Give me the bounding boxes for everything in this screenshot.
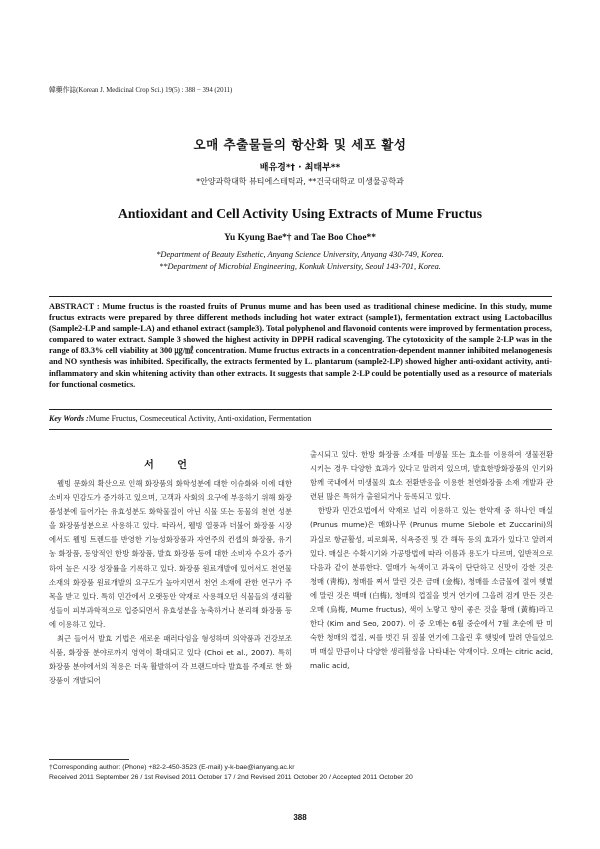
keywords-label: Key Words : xyxy=(49,414,89,423)
abstract-label: ABSTRACT : xyxy=(49,302,100,311)
korean-affiliations: *안양과학대학 뷰티에스테틱과, **건국대학교 미생물공학과 xyxy=(196,177,404,186)
english-authors: Yu Kyung Bae*† and Tae Boo Choe** xyxy=(224,233,376,243)
journal-citation: 韓藥作誌(Korean J. Medicinal Crop Sci.) 19(5) : 388 − 394 (2011) xyxy=(49,87,233,94)
english-title: Antioxidant and Cell Activity Using Extracts of Mume Fructus xyxy=(118,206,482,221)
keywords xyxy=(49,414,552,424)
abstract xyxy=(49,301,552,390)
left-column xyxy=(49,477,292,688)
english-affiliation-1: *Department of Beauty Esthetic, Anyang Science University, Anyang 430-749, Korea. xyxy=(156,250,444,259)
english-affiliation-2: **Department of Microbial Engineering, Konkuk University, Seoul 143-701, Korea. xyxy=(159,262,441,271)
paragraph: 한방과 민간요법에서 약재로 널리 이용하고 있는 한약재 중 하나인 매실 (Prunus mume)은 매화나무 (Prunus mume Siebole et Zuccarini)의 과실로 항균활성, 피로회복, 식욕증진 및 간 해독 등의 효과가 있다고 알려져 있다. 매실은 수확시기와 가공방법에 따라 이름과 용도가 다르며, 일반적으로 다음과 같이 분류한다. 열매가 녹색이고 과육이 단단하고 신맛이 강한 것은 청매 (靑梅), 청매를 쪄서 말린 것은 금매 (金梅), 청매를 소금물에 절여 햇볕에 말린 것은 백매 (白梅), 청매의 껍질을 벗겨 연기에 그을려 검게 만든 것은 오매 (烏梅, Mume fructus), 색이 노랗고 향이 좋은 것을 황매 (黃梅)라고 한다 (Kim and Seo, 2007). 이 중 오매는 6월 중순에서 7월 초순에 딴 미숙한 청매의 껍질, 씨를 벗긴 뒤 짚불 연기에 그을린 후 햇빛에 말려 만들었으며 매실 만큼이나 다양한 생리활성을 나타내는 약재이다. 오매는 citric acid, malic acid, xyxy=(310,506,553,671)
keywords-text: Mume Fructus, Cosmeceutical Activity, Anti-oxidation, Fermentation xyxy=(88,414,312,423)
paragraph: 최근 들어서 발효 기법은 새로운 패러다임을 형성하며 의약품과 건강보조 식품, 화장품 분야로까지 영역이 확대되고 있다 (Choi et al., 2007). 특히 화장품 분야에서의 적용은 더욱 활발하여 각 브랜드마다 발효를 주제로 한 화장품이 개발되어 xyxy=(49,634,292,686)
divider-middle xyxy=(49,409,552,410)
corresponding-author-footnote: †Corresponding author: (Phone) +82-2-450-3523 (E-mail) y-k-bae@ianyang.ac.kr xyxy=(49,764,295,771)
right-column xyxy=(310,448,553,674)
divider-top xyxy=(49,296,552,297)
page-number: 388 xyxy=(293,813,307,822)
korean-authors: 배유경*† · 최태부** xyxy=(259,163,341,173)
paragraph: 출시되고 있다. 한방 화장품 소재를 미생물 또는 효소를 이용하여 생물전환 시키는 경우 다양한 효과가 있다고 알려져 있으며, 발효한방화장품의 인기와 함께 국내에서 미생물의 효소 전환반응을 이용한 천연화장품 소재 개발과 관련된 많은 특허가 출원되거나 등록되고 있다. xyxy=(310,450,553,502)
received-dates-footnote: Received 2011 September 26 / 1st Revised 2011 October 17 / 2nd Revised 2011 October 20 / Accepted 2011 October 20 xyxy=(49,774,413,781)
abstract-text: Mume fructus is the roasted fruits of Prunus mume and has been used as traditional chinese medicine. In this study, mume fructus extracts were prepared by three different methods including hot water extract (sample1), fermentation extract using Lactobacillus (Sample2-LP and sample-LA) and ethanol extract (sample3). Total polyphenol and flavonoid contents were improved by fermentation process, compared to water extract. Sample 3 showed the highest activity in DPPH radical scavenging. The cytotoxicity of the sample 2-LP was in the range of 83.3% cell viability at 300 ㎍/㎖ concentration. Mume fructus extracts in a concentration-dependent manner inhibited melanogenesis and NO synthesis was inhibited. Specifically, the extracts fermented by L. plantarum (sample2-LP) showed higher anti-oxidant activity, anti-inflammatory and skin whitening activity than other extracts. It suggests that sample 2-LP could be potentially used as a resource of materials for functional cosmetics. xyxy=(49,302,552,389)
section-heading: 서 언 xyxy=(144,460,197,471)
paragraph: 웰빙 문화의 확산으로 인해 화장품의 화학성분에 대한 이슈화와 이에 대한 소비자 민감도가 증가하고 있으며, 고객과 사회의 요구에 부응하기 위해 화장품성분에 들어가는 유효성분도 화학물질이 아닌 식물 또는 동물의 천연 성분을 화장품성분으로 사용하고 있다. 따라서, 웰빙 열풍과 더불어 화장품 시장에서도 웰빙 트렌드를 반영한 기능성화장품과 자연주의 컨셉의 화장품, 유기농 화장품, 동양적인 한방 화장품, 발효 화장품 등에 대한 소비자 수요가 증가하여 높은 시장 성장률을 기록하고 있다. 화장품 원료개발에 있어서도 천연물 소재의 화장품 원료개발의 요구도가 높아지면서 천연 소재에 관한 연구가 주목을 받고 있다. 특히 민간에서 오랫동안 약재로 사용해오던 식물들의 생리활성들이 피부과학적으로 입증되면서 유효성분을 농축하거나 분리해 화장품 등에 이용하고 있다. xyxy=(49,479,292,629)
footnote-divider xyxy=(49,759,129,760)
korean-title: 오매 추출물들의 항산화 및 세포 활성 xyxy=(193,137,407,152)
divider-bottom xyxy=(49,429,552,430)
